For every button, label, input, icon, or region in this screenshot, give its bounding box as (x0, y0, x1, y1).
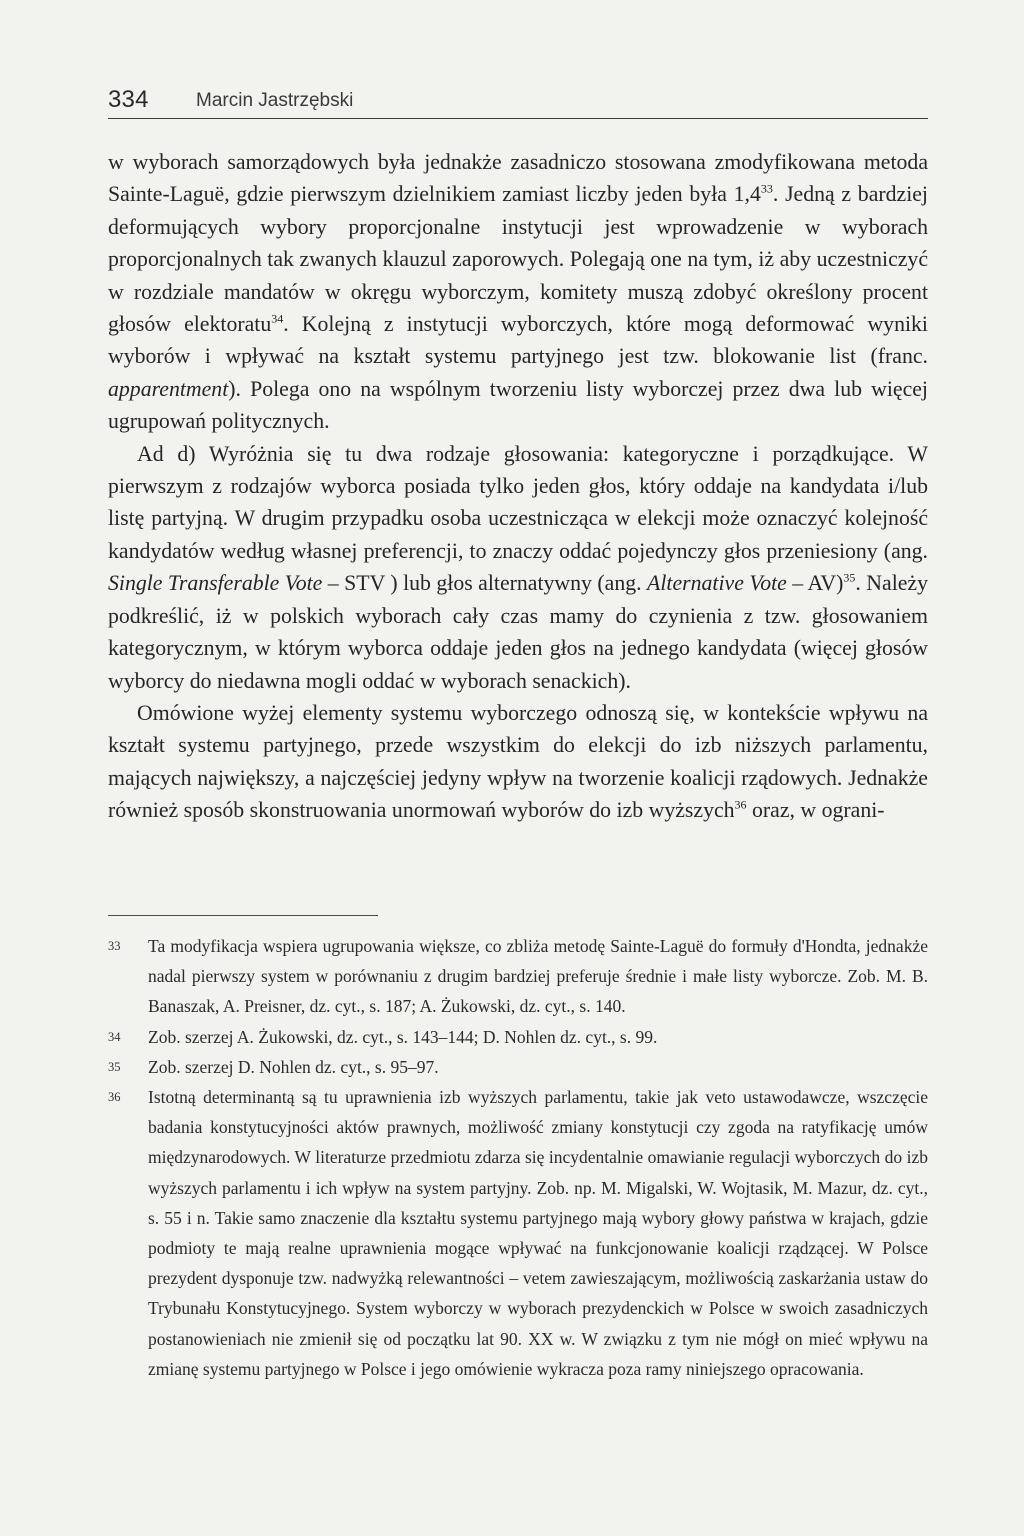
running-head: Marcin Jastrzębski (196, 90, 354, 111)
footnote (108, 1052, 928, 1082)
page-header (108, 82, 928, 119)
paragraph (108, 438, 928, 697)
footnote (108, 1082, 928, 1384)
paragraph (108, 697, 928, 827)
paragraph-text: – STV ) lub głos alternatywny (ang. (322, 571, 648, 596)
footnotes (108, 931, 928, 1384)
italic-term: apparentment (108, 376, 229, 401)
footnote-number: 34 (108, 1029, 121, 1044)
footnote-reference: 34 (271, 311, 284, 326)
footnote-number: 33 (108, 939, 121, 953)
main-text (108, 146, 928, 827)
paragraph-text: . Kolejną z instytucji wyborczych, które mogą deformować wyniki wyborów i wpływać na kształt systemu partyjnego jest tzw. blokowanie list (franc. (108, 312, 928, 369)
footnote (108, 1022, 928, 1052)
paragraph-text: – AV) (786, 571, 844, 596)
footnote-reference: 36 (734, 797, 747, 812)
footnote-rule (108, 915, 378, 916)
paragraph-text: . Należy podkreślić, iż w polskich wyborach cały czas mamy do czynienia z tzw. głosowaniem kategorycznym, w którym wyborca oddaje jeden głos na jednego kandydata (więcej głosów wyborcy do niedawna mogli oddać w wyborach senackich). (108, 571, 929, 693)
footnote (108, 931, 928, 1022)
paragraph-text: oraz, w ograni- (746, 798, 885, 823)
paragraph-text: . Jedną z bardziej deformujących wybory proporcjonalne instytucji jest wprowadzenie w wyborach proporcjonalnych tak zwanych klauzul zaporowych. Polegają one na tym, iż aby uczestniczyć w rozdziale mandatów w okręgu wyborczym, komitety muszą zdobyć określony procent głosów elektoratu (108, 182, 928, 337)
footnote-reference: 35 (843, 571, 856, 586)
footnote-text: Zob. szerzej D. Nohlen dz. cyt., s. 95–97. (148, 1056, 439, 1077)
footnote-number: 35 (108, 1059, 121, 1074)
footnote-text: Ta modyfikacja wspiera ugrupowania większe, co zbliża metodę Sainte-Laguë do formuły d'Hondta, jednakże nadal pierwszy system w porównaniu z drugim bardziej preferuje średnie i małe listy wyborcze. Zob. M. B. Banaszak, A. Preisner, dz. cyt., s. 187; A. Żukowski, dz. cyt., s. 140. (148, 936, 928, 1017)
paragraph-text: Ad d) Wyróżnia się tu dwa rodzaje głosowania: kategoryczne i porządkujące. W pierwszym z rodzajów wyborca posiada tylko jeden głos, który oddaje na kandydata i/lub listę partyjną. W drugim przypadku osoba uczestnicząca w elekcji może oznaczyć kolejność kandydatów według własnej preferencji, to znaczy oddać pojedynczy głos przeniesiony (ang. (108, 441, 928, 563)
italic-term: Alternative Vote (647, 571, 787, 596)
paragraph (108, 146, 928, 438)
paragraph-text: w wyborach samorządowych była jednakże zasadniczo stosowana zmodyfikowana metoda Sainte-Laguë, gdzie pierwszym dzielnikiem zamiast liczby jeden była 1,4 (108, 150, 928, 207)
footnote-text: Istotną determinantą są tu uprawnienia izb wyższych parlamentu, takie jak veto ustawodawcze, wszczęcie badania konstytucyjności aktów prawnych, możliwość zmiany konstytucji czy zgoda na ratyfikację umów międzynarodowych. W literaturze przedmiotu zdarza się incydentalnie omawianie regulacji wyborczych do izb wyższych parlamentu i ich wpływ na system partyjny. Zob. np. M. Migalski, W. Wojtasik, M. Mazur, dz. cyt., s. 55 i n. Takie samo znaczenie dla kształtu systemu partyjnego mają wybory głowy państwa w krajach, gdzie podmioty te mają realne uprawnienia mogące wpływać na funkcjonowanie koalicji rządzącej. W Polsce prezydent dysponuje tzw. nadwyżką relewantności – vetem zawieszającym, możliwością zaskarżania ustaw do Trybunału Konstytucyjnego. System wyborczy w wyborach prezydenckich w Polsce w swoich zasadniczych postanowieniach nie zmienił się od początku lat 90. XX w. W związku z tym nie mógł on mieć wpływu na zmianę systemu partyjnego w Polsce i jego omówienie wykracza poza ramy niniejszego opracowania. (148, 1087, 928, 1379)
italic-term: Single Transferable Vote (108, 571, 323, 596)
footnote-reference: 33 (760, 182, 773, 197)
paragraph-text: Omówione wyżej elementy systemu wyborczego odnoszą się, w kontekście wpływu na kształt systemu partyjnego, przede wszystkim do elekcji do izb niższych parlamentu, mających największy, a najczęściej jedyny wpływ na tworzenie koalicji rządowych. Jednakże również sposób skonstruowania unormowań wyborów do izb wyższych (108, 700, 928, 823)
paragraph-text: ). Polega ono na wspólnym tworzeniu listy wyborczej przez dwa lub więcej ugrupowań politycznych. (108, 376, 928, 434)
page-number: 334 (108, 86, 149, 113)
footnote-text: Zob. szerzej A. Żukowski, dz. cyt., s. 143–144; D. Nohlen dz. cyt., s. 99. (148, 1026, 658, 1047)
footnote-number: 36 (108, 1090, 121, 1105)
